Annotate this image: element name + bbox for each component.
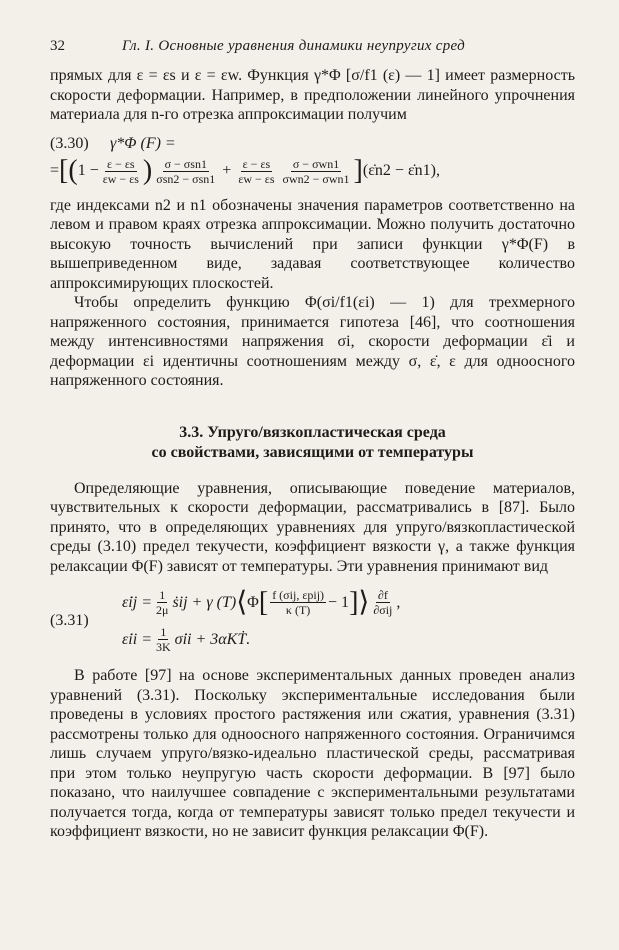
paragraph-1: прямых для ε = εs и ε = εw. Функция γ*Φ [σ/f1 (ε) — 1] имеет размерность скорости деформации. Например, в предположении линейного упрочнения материала для n-го отрезка аппроксимации получим [50,67,575,123]
paragraph-4: Определяющие уравнения, описывающие поведение материалов, чувствительных к скорости деформации, рассматривались в [87]. Было принято, что в определяющих уравнениях для упруго/вязкопластической среды (3.10) предел текучести, коэффициент вязкости γ, а также функция релаксации Φ(F) зависят от температуры. Эти уравнения принимают вид [50,479,575,575]
fraction: $\frac{\partial f}{\text{∂σij}}$ [373,588,393,617]
fraction: $\frac{\varepsilon - \varepsilon s}{\varepsilon w - \varepsilon s}$ [238,156,275,186]
eq-term: 1 − [77,162,99,179]
running-title: Гл. I. Основные уравнения динамики неупругих сред [122,38,466,54]
equation-number: (3.30) [50,134,89,152]
fraction: $\frac{\text{σ − σsn1}}{\text{σsn2 − σsn1}}$ [156,156,216,186]
page-header [50,38,575,66]
bracket-open: [( [59,155,78,186]
paragraph-3: Чтобы определить функцию Φ(σi/f1(εi) — 1) для трехмерного напряженного состояния, принимается гипотеза [46], что соотношения между интенсивностями напряжения σi, скорости деформации ε̇i и деформации εi идентичны соотношениям между σ, ε̇, ε для одноосного напряженного состояния. [50,294,575,389]
fraction: $\frac{1}{3K}$ [156,625,171,654]
paren-close: ) [142,155,153,186]
paragraph-2: где индексами n2 и n1 обозначены значения параметров соответственно на левом и правом краях отрезка аппроксимации. Можно получить достаточно высокую точность вычислений при записи функции γ*Φ(F) в вышеприведенном виде, задавая соответствующее количество аппроксимирующих плоскостей. [50,196,575,292]
bracket-close: ] [349,586,359,618]
paragraph-5: В работе [97] на основе экспериментальных данных проведен анализ уравнений (3.31). Поскольку экспериментальные исследования были проведены в условиях простого растяжения или сжатия, уравнения (3.31) рассмотрены только для одноосного напряженного состояния. Ограничимся лишь случаем упруго/вязко-идеально пластической среды, рассматривая при этом только неупругую часть скорости деформации. В [97] было показано, что наилучшее совпадение с экспериментальными результатами получается тогда, когда от температуры зависят только предел текучести и коэффициент вязкости, но не зависит функция релаксации Φ(F). [50,667,575,840]
plus-sign: + [222,162,232,179]
eq-tail: (ε̇n2 − ε̇n1), [362,162,440,179]
fraction: $\frac{\varepsilon - \varepsilon s}{\varepsilon w - \varepsilon s}$ [102,156,139,186]
equation-3-31: (3.31) ε̇ij = $\frac{1}{2\mu}$ ṡij + γ (T) ⟨ Φ [ $\frac{\text{f (σij, εpij)}}{\kappa (T)}$ − 1 ] ⟩ $\frac{\partial f}{\text{∂σij}}$ , ε̇ii = $\frac{1}{3K}$ σ̇ii + 3αKṪ. [50,586,401,654]
fraction: $\frac{\text{σ − σwn1}}{\text{σwn2 − σwn1}}$ [282,156,350,186]
equation-3-30 [50,135,575,186]
equation-number: (3.31) [50,612,89,629]
eq-sign: = [50,162,60,179]
fraction: $\frac{1}{2\mu}$ [156,588,169,617]
angle-open: ⟨ [236,586,248,618]
eq-lhs: γ*Φ (F) = [110,134,176,152]
bracket-close: ] [353,155,363,186]
section-heading: 3.3. Упруго/вязкопластическая среда со свойствами, зависящими от температуры [151,423,474,461]
fraction: $\frac{\text{f (σij, εpij)}}{\kappa (T)}$ [272,588,325,617]
page [50,38,575,842]
angle-close: ⟩ [358,586,370,618]
bracket-open: [ [258,586,269,618]
page-number: 32 [50,38,65,54]
